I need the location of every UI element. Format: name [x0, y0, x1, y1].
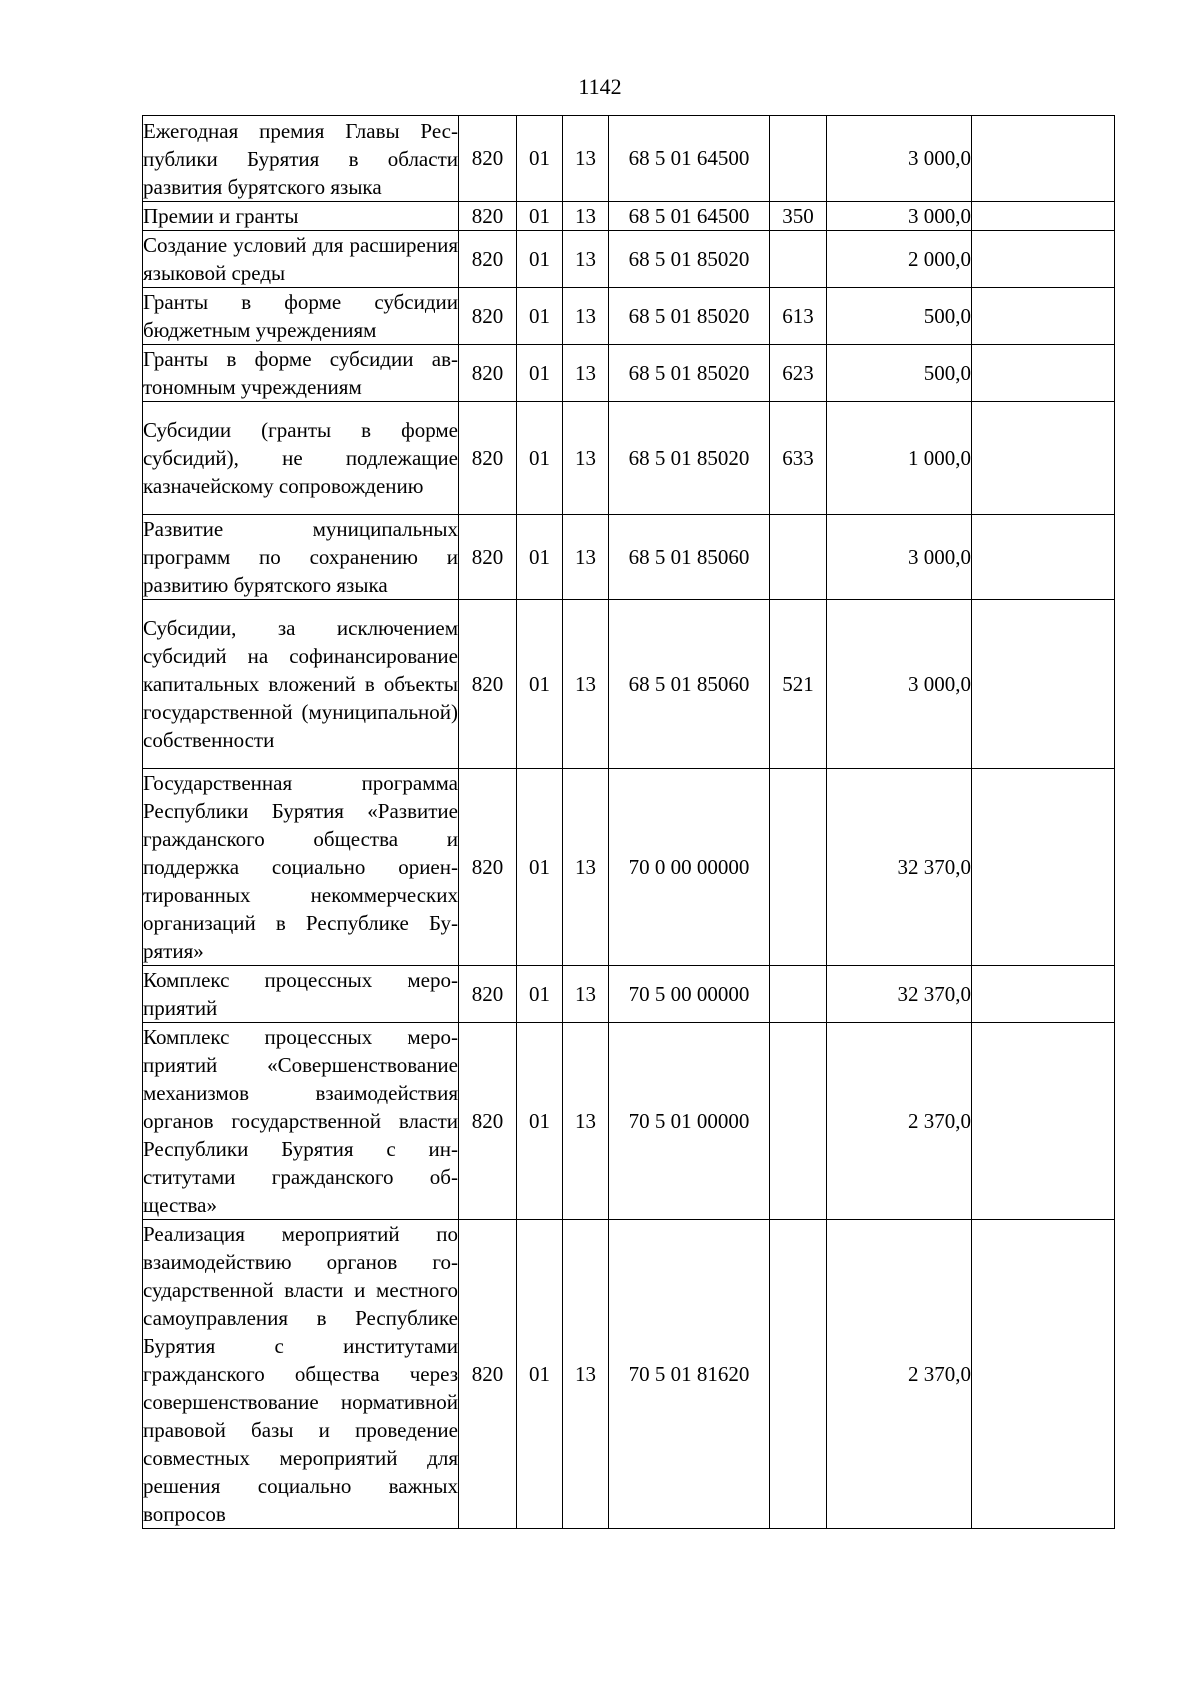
cell-subsection-code: 13	[563, 402, 609, 515]
cell-subsection-code: 13	[563, 116, 609, 202]
cell-ministry-code: 820	[459, 202, 517, 231]
cell-subsection-code: 13	[563, 966, 609, 1023]
cell-target-article-code: 68 5 01 64500	[609, 116, 770, 202]
row-name: Государственная программа Республики Бурятия «Развитие гражданского общества и поддержка социально ориентированных некоммерческих организаций в Республике Бурятия»	[143, 769, 459, 966]
cell-expense-type-code	[770, 1220, 827, 1529]
table-row	[143, 202, 1115, 231]
cell-ministry-code: 820	[459, 116, 517, 202]
cell-sum: 2 370,0	[827, 1220, 972, 1529]
table-row	[143, 966, 1115, 1023]
cell-section-code: 01	[517, 402, 563, 515]
table-body	[143, 116, 1115, 1529]
row-name: Гранты в форме субсидии бюджетным учреждениям	[143, 288, 459, 345]
row-name: Комплекс процессных мероприятий	[143, 966, 459, 1023]
cell-section-code: 01	[517, 769, 563, 966]
cell-empty	[972, 1220, 1115, 1529]
cell-ministry-code: 820	[459, 769, 517, 966]
cell-ministry-code: 820	[459, 402, 517, 515]
cell-section-code: 01	[517, 288, 563, 345]
cell-expense-type-code: 623	[770, 345, 827, 402]
table-row	[143, 231, 1115, 288]
cell-empty	[972, 515, 1115, 600]
cell-target-article-code: 70 5 00 00000	[609, 966, 770, 1023]
cell-target-article-code: 70 5 01 81620	[609, 1220, 770, 1529]
cell-target-article-code: 68 5 01 85020	[609, 288, 770, 345]
cell-empty	[972, 600, 1115, 769]
cell-subsection-code: 13	[563, 600, 609, 769]
row-name: Премии и гранты	[143, 202, 459, 231]
cell-sum: 32 370,0	[827, 769, 972, 966]
cell-expense-type-code: 633	[770, 402, 827, 515]
cell-subsection-code: 13	[563, 769, 609, 966]
cell-target-article-code: 70 5 01 00000	[609, 1023, 770, 1220]
table-row	[143, 600, 1115, 769]
cell-ministry-code: 820	[459, 600, 517, 769]
table-row	[143, 116, 1115, 202]
cell-target-article-code: 68 5 01 85020	[609, 402, 770, 515]
cell-expense-type-code: 521	[770, 600, 827, 769]
cell-empty	[972, 1023, 1115, 1220]
cell-empty	[972, 288, 1115, 345]
cell-empty	[972, 402, 1115, 515]
cell-ministry-code: 820	[459, 1023, 517, 1220]
budget-table	[142, 115, 1115, 1529]
cell-target-article-code: 68 5 01 85060	[609, 515, 770, 600]
row-name: Ежегодная премия Главы Республики Бурятия в области развития бурятского языка	[143, 116, 459, 202]
cell-empty	[972, 966, 1115, 1023]
row-name: Гранты в форме субсидии автономным учреждениям	[143, 345, 459, 402]
cell-section-code: 01	[517, 966, 563, 1023]
cell-subsection-code: 13	[563, 231, 609, 288]
cell-sum: 2 000,0	[827, 231, 972, 288]
table-row	[143, 769, 1115, 966]
row-name: Субсидии, за исключением субсидий на софинансирование капитальных вложений в объекты государственной (муниципальной) собственности	[143, 600, 459, 769]
cell-expense-type-code	[770, 515, 827, 600]
cell-subsection-code: 13	[563, 288, 609, 345]
cell-ministry-code: 820	[459, 345, 517, 402]
cell-expense-type-code	[770, 1023, 827, 1220]
table-row	[143, 1023, 1115, 1220]
cell-sum: 32 370,0	[827, 966, 972, 1023]
cell-section-code: 01	[517, 515, 563, 600]
row-name: Создание условий для расширения языковой среды	[143, 231, 459, 288]
cell-ministry-code: 820	[459, 288, 517, 345]
table-row	[143, 288, 1115, 345]
cell-target-article-code: 68 5 01 85020	[609, 231, 770, 288]
cell-target-article-code: 68 5 01 85020	[609, 345, 770, 402]
row-name: Реализация мероприятий по взаимодействию органов государственной власти и местного самоуправления в Республике Бурятия с институтами гражданского общества через совершенствование нормативной правовой базы и проведение совместных мероприятий для решения социально важных вопросов	[143, 1220, 459, 1529]
cell-subsection-code: 13	[563, 345, 609, 402]
table-row	[143, 402, 1115, 515]
cell-target-article-code: 68 5 01 64500	[609, 202, 770, 231]
cell-sum: 500,0	[827, 345, 972, 402]
cell-empty	[972, 769, 1115, 966]
cell-empty	[972, 116, 1115, 202]
cell-target-article-code: 70 0 00 00000	[609, 769, 770, 966]
cell-ministry-code: 820	[459, 231, 517, 288]
cell-empty	[972, 231, 1115, 288]
cell-sum: 3 000,0	[827, 116, 972, 202]
cell-sum: 500,0	[827, 288, 972, 345]
cell-subsection-code: 13	[563, 1220, 609, 1529]
cell-section-code: 01	[517, 1023, 563, 1220]
table-row	[143, 1220, 1115, 1529]
cell-section-code: 01	[517, 345, 563, 402]
row-name: Комплекс процессных мероприятий «Совершенствование механизмов взаимодействия органов государственной власти Республики Бурятия с институтами гражданского общества»	[143, 1023, 459, 1220]
cell-section-code: 01	[517, 1220, 563, 1529]
cell-ministry-code: 820	[459, 515, 517, 600]
cell-ministry-code: 820	[459, 1220, 517, 1529]
page-number: 1142	[578, 74, 622, 99]
cell-subsection-code: 13	[563, 1023, 609, 1220]
cell-expense-type-code	[770, 769, 827, 966]
cell-expense-type-code	[770, 116, 827, 202]
cell-sum: 3 000,0	[827, 515, 972, 600]
cell-expense-type-code: 350	[770, 202, 827, 231]
cell-expense-type-code	[770, 231, 827, 288]
cell-sum: 1 000,0	[827, 402, 972, 515]
cell-subsection-code: 13	[563, 202, 609, 231]
cell-ministry-code: 820	[459, 966, 517, 1023]
cell-sum: 3 000,0	[827, 600, 972, 769]
cell-expense-type-code: 613	[770, 288, 827, 345]
cell-sum: 3 000,0	[827, 202, 972, 231]
row-name: Развитие муниципальных программ по сохранению и развитию бурятского языка	[143, 515, 459, 600]
table-row	[143, 515, 1115, 600]
cell-expense-type-code	[770, 966, 827, 1023]
cell-empty	[972, 345, 1115, 402]
cell-target-article-code: 68 5 01 85060	[609, 600, 770, 769]
table-row	[143, 345, 1115, 402]
cell-section-code: 01	[517, 600, 563, 769]
cell-subsection-code: 13	[563, 515, 609, 600]
cell-section-code: 01	[517, 202, 563, 231]
cell-empty	[972, 202, 1115, 231]
row-name: Субсидии (гранты в форме субсидий), не подлежащие казначейскому сопровождению	[143, 402, 459, 515]
cell-section-code: 01	[517, 116, 563, 202]
cell-sum: 2 370,0	[827, 1023, 972, 1220]
cell-section-code: 01	[517, 231, 563, 288]
